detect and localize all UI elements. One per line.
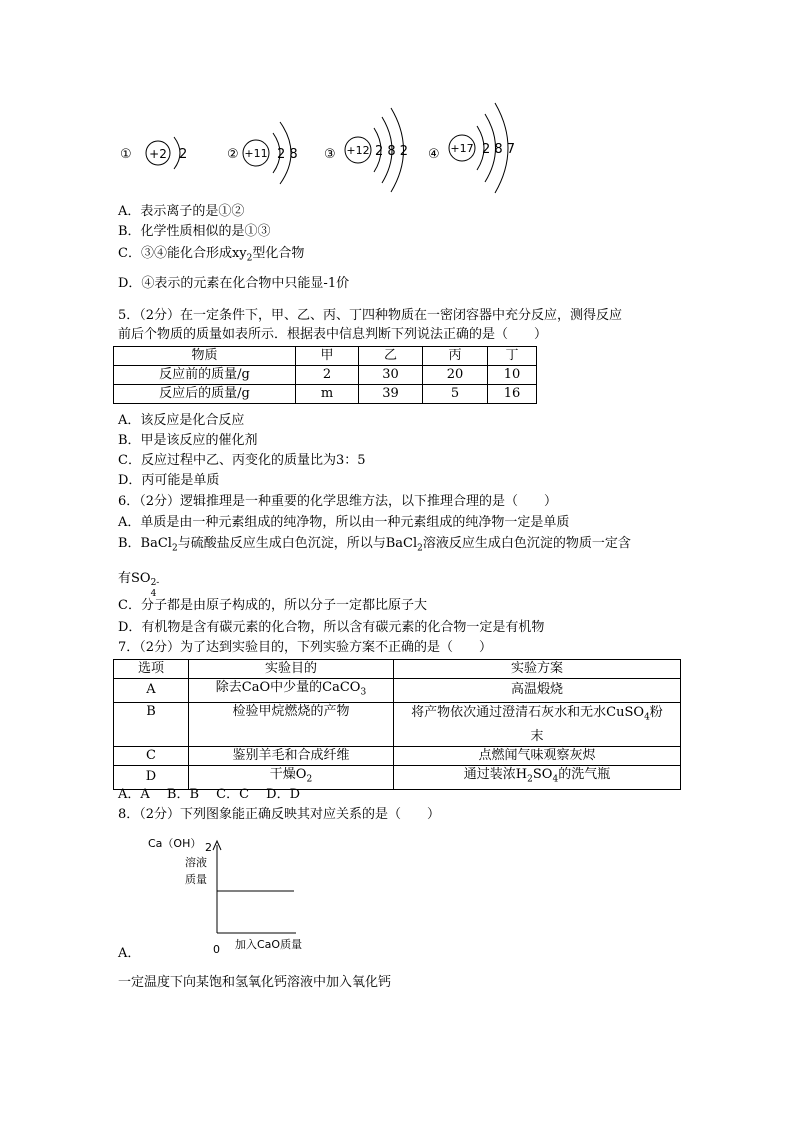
q7-answers: A．A B．B C．C D．D <box>118 787 301 802</box>
table-row <box>114 702 681 747</box>
table-cell: 点燃闻气味观察灰烬 <box>394 747 681 766</box>
atom-4-nucleus: +17 <box>450 142 474 155</box>
q5-option-a: A．该反应是化合反应 <box>118 413 245 428</box>
q6-b-text-2: 与硫酸盐反应生成白色沉淀，所以与BaCl <box>177 536 418 551</box>
q6-b-text-1: B．BaCl <box>118 536 172 551</box>
atom-2-shells: 2 8 <box>277 147 298 162</box>
table-cell <box>189 679 394 703</box>
q6-b-line2: 有SO <box>118 571 151 586</box>
table-cell: 30 <box>359 366 423 385</box>
table-cell: 2 <box>296 366 359 385</box>
q6-option-b <box>118 536 631 557</box>
q7-d-goal: 干燥O <box>269 767 307 783</box>
q4-option-c-tail: 型化合物 <box>252 246 305 261</box>
atom-4-mark: ④ <box>428 147 440 162</box>
table-row <box>114 679 681 703</box>
table-cell <box>394 766 681 790</box>
q4-option-c-sub: 2 <box>246 253 253 264</box>
q7-a-goal-sub: 3 <box>360 687 367 698</box>
q4-option-b: B．化学性质相似的是①③ <box>118 224 271 239</box>
atom-2-nucleus: +11 <box>244 147 268 160</box>
table-cell: 高温煅烧 <box>394 679 681 703</box>
table-header-row <box>114 660 681 679</box>
atom-3-shells: 2 8 2 <box>375 144 409 159</box>
atom-3-nucleus: +12 <box>346 144 370 157</box>
q7-d-plan-sub-1: 2 <box>527 774 533 785</box>
q6-option-d: D．有机物是含有碳元素的化合物，所以含有碳元素的化合物一定是有机物 <box>118 620 545 635</box>
table-cell: 反应后的质量/g <box>114 385 296 404</box>
table-cell: C <box>114 747 189 766</box>
table-row <box>114 747 681 766</box>
q7-a-goal: 除去CaO中少量的CaCO <box>215 680 361 695</box>
table-row <box>114 385 537 404</box>
q7-b-plan-1: 将产物依次通过澄清石灰水和无水CuSO <box>411 704 645 720</box>
q6-b-text-3: 溶液反应生成白色沉淀的物质一定含 <box>422 536 631 551</box>
q5-option-d: D．丙可能是单质 <box>118 473 220 488</box>
q6-option-c: C．分子都是由原子构成的，所以分子一定都比原子大 <box>118 598 427 613</box>
atom-2-mark: ② <box>227 147 239 162</box>
table-header-cell: 甲 <box>296 347 359 366</box>
q5-stem-line-1: 5．（2分）在一定条件下，甲、乙、丙、丁四种物质在一密闭容器中充分反应，测得反应 <box>118 308 623 323</box>
q7-d-plan-3: 的洗气瓶 <box>558 767 611 783</box>
atom-1-mark: ① <box>120 147 132 162</box>
q7-d-plan-sub-2: 4 <box>552 774 559 785</box>
q6-b-sub-2: 2 <box>417 543 423 554</box>
atom-1-shells: 2 <box>179 147 188 162</box>
table-row <box>114 366 537 385</box>
atom-1-nucleus: +2 <box>149 147 167 161</box>
q4-option-a: A．表示离子的是①② <box>118 204 245 219</box>
table-header-cell: 选项 <box>114 660 189 679</box>
q6-b-sub-3: 4 <box>150 589 157 599</box>
q5-option-b: B．甲是该反应的催化剂 <box>118 433 258 448</box>
table-cell <box>394 702 681 747</box>
y-label-1: Ca（OH） <box>148 837 202 850</box>
table-cell <box>189 766 394 790</box>
q7-d-plan-2: SO <box>532 767 553 783</box>
q5-option-c: C．反应过程中乙、丙变化的质量比为3：5 <box>118 453 366 468</box>
table-header-cell: 丁 <box>488 347 537 366</box>
table-header-cell: 乙 <box>359 347 423 366</box>
table-cell: 5 <box>423 385 488 404</box>
table-cell: 16 <box>488 385 537 404</box>
table-cell: 20 <box>423 366 488 385</box>
table-cell: 鉴别羊毛和合成纤维 <box>189 747 394 766</box>
q6-option-a: A．单质是由一种元素组成的纯净物，所以由一种元素组成的纯净物一定是单质 <box>118 515 570 530</box>
q6-stem: 6．（2分）逻辑推理是一种重要的化学思维方法，以下推理合理的是（ ） <box>118 494 558 509</box>
table-cell: B <box>114 702 189 747</box>
q5-stem-line-2: 前后个物质的质量如表所示．根据表中信息判断下列说法正确的是（ ） <box>118 327 548 342</box>
q6-option-b-cont <box>118 571 161 599</box>
y-label-2: 溶液 <box>185 856 207 869</box>
q7-b-plan-sub: 4 <box>644 712 650 723</box>
table-header-row <box>114 347 537 366</box>
q6-b-sup: 2- <box>150 578 160 588</box>
q7-experiment-table <box>113 659 681 790</box>
table-header-cell: 实验目的 <box>189 660 394 679</box>
atom-structure-diagrams <box>110 100 550 195</box>
table-cell: m <box>296 385 359 404</box>
q7-d-goal-sub: 2 <box>306 774 313 785</box>
q8-graph-a <box>140 835 340 955</box>
atom-4-shells: 2 8 7 <box>482 142 516 157</box>
y-label-sub: 2 <box>205 841 212 854</box>
q4-option-c-text: C．③④能化合形成xy <box>118 246 247 261</box>
table-cell: D <box>114 766 189 790</box>
table-header-cell: 丙 <box>423 347 488 366</box>
q8-option-a-caption: 一定温度下向某饱和氢氧化钙溶液中加入氧化钙 <box>118 975 392 990</box>
x-label: 加入CaO质量 <box>235 938 303 951</box>
table-header-cell: 实验方案 <box>394 660 681 679</box>
q4-option-d: D．④表示的元素在化合物中只能显-1价 <box>118 276 350 291</box>
q7-stem: 7．（2分）为了达到实验目的，下列实验方案不正确的是（ ） <box>118 640 493 655</box>
table-cell: 10 <box>488 366 537 385</box>
q8-option-a-letter: A． <box>118 946 141 961</box>
table-cell: 39 <box>359 385 423 404</box>
y-label-3: 质量 <box>185 873 207 886</box>
table-cell: 检验甲烷燃烧的产物 <box>189 702 394 747</box>
atom-3-mark: ③ <box>324 147 336 162</box>
q5-mass-table <box>113 346 537 404</box>
table-cell: A <box>114 679 189 703</box>
q4-option-c <box>118 246 304 267</box>
q7-b-plan-2: 粉 <box>649 704 663 720</box>
origin-label: 0 <box>213 943 220 955</box>
q7-d-plan-1: 通过装浓H <box>463 767 528 783</box>
q6-b-sub-1: 2 <box>171 543 178 554</box>
table-row <box>114 766 681 790</box>
table-header-cell: 物质 <box>114 347 296 366</box>
q7-b-plan-3: 末 <box>530 729 544 745</box>
table-cell: 反应前的质量/g <box>114 366 296 385</box>
q8-stem: 8．（2分）下列图象能正确反映其对应关系的是（ ） <box>118 807 441 822</box>
